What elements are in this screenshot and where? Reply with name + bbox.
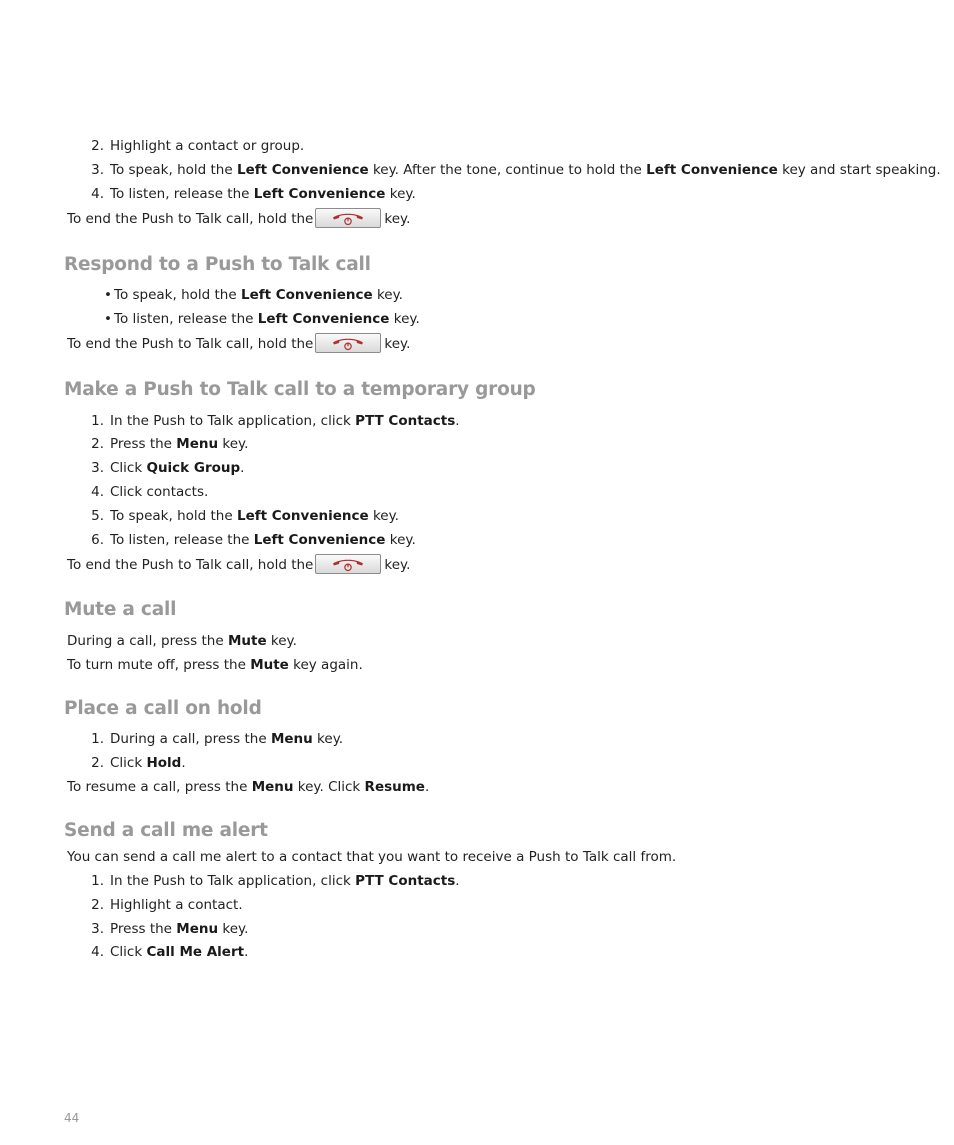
- text-run: key. Click: [293, 779, 365, 795]
- section-heading-alert: Send a call me alert: [64, 820, 268, 841]
- text-run: To resume a call, press the: [67, 779, 252, 795]
- bold-term: Left Convenience: [236, 162, 369, 178]
- end-call-instruction: To end the Push to Talk call, hold the key.: [67, 555, 410, 575]
- text-run: Click: [110, 755, 147, 771]
- paragraph: [67, 778, 429, 796]
- bold-term: Left Convenience: [240, 287, 373, 303]
- section-heading-temp-group: Make a Push to Talk call to a temporary group: [64, 379, 536, 400]
- section-heading-respond: Respond to a Push to Talk call: [64, 254, 371, 275]
- step-item: 2. Highlight a contact or group.: [91, 138, 305, 154]
- text-run: key.: [385, 532, 416, 548]
- bold-term: Left Convenience: [646, 162, 778, 178]
- text-run: .: [244, 944, 249, 960]
- text-run: .: [455, 873, 460, 889]
- bold-term: Menu: [270, 731, 313, 747]
- page-number: 44: [64, 1111, 80, 1125]
- bold-term: Resume: [364, 779, 425, 795]
- step-item: 3. Click Quick Group.: [91, 460, 245, 476]
- text-run: During a call, press the: [110, 731, 271, 747]
- text-run: key. After the tone, continue to hold the: [368, 162, 647, 178]
- text-run: key.: [312, 731, 344, 747]
- text-run: In the Push to Talk application, click: [110, 413, 356, 429]
- text-run: To speak, hold the: [110, 508, 237, 524]
- bold-term: PTT Contacts: [355, 413, 456, 429]
- bold-term: Mute: [227, 633, 267, 649]
- text-run: To turn mute off, press the: [67, 657, 251, 673]
- text-run: Highlight a contact.: [110, 897, 243, 913]
- end-call-key-icon: [315, 554, 381, 574]
- text-run: key.: [389, 311, 420, 327]
- text-run: key again.: [288, 657, 363, 673]
- step-item: 5. To speak, hold the Left Convenience key.: [91, 508, 399, 524]
- bold-term: Menu: [251, 779, 294, 795]
- section-heading-mute: Mute a call: [64, 599, 177, 620]
- bold-term: Mute: [250, 657, 289, 673]
- bold-term: Left Convenience: [257, 311, 390, 327]
- bullet-item: • To listen, release the Left Convenience key.: [104, 311, 420, 327]
- step-item: 6. To listen, release the Left Convenience key.: [91, 532, 416, 548]
- text-run: key.: [368, 508, 399, 524]
- text-run: To listen, release the: [110, 186, 254, 202]
- step-item: 2. Press the Menu key.: [91, 436, 249, 452]
- step-item: 2. Highlight a contact.: [91, 897, 243, 913]
- step-item: 1. During a call, press the Menu key.: [91, 731, 344, 747]
- paragraph: [67, 656, 363, 674]
- text-run: .: [455, 413, 460, 429]
- bold-term: Quick Group: [146, 460, 241, 476]
- step-item: 1. In the Push to Talk application, click PTT Contacts.: [91, 873, 460, 889]
- end-call-key-icon: [315, 208, 381, 228]
- text-run: In the Push to Talk application, click: [110, 873, 356, 889]
- step-item: 1. In the Push to Talk application, click PTT Contacts.: [91, 413, 460, 429]
- text-run: During a call, press the: [67, 633, 228, 649]
- step-item: 4. Click Call Me Alert.: [91, 944, 249, 960]
- text-run: Click: [110, 460, 147, 476]
- text-run: .: [240, 460, 245, 476]
- paragraph: You can send a call me alert to a contact that you want to receive a Push to Talk call from.: [67, 849, 677, 865]
- text-run: .: [424, 779, 430, 795]
- step-item: 4. Click contacts.: [91, 484, 209, 500]
- text-run: To listen, release the: [114, 311, 258, 327]
- bold-term: Menu: [176, 921, 219, 937]
- text-run: Click: [110, 944, 147, 960]
- section-heading-hold: Place a call on hold: [64, 698, 262, 719]
- step-item: 3. Press the Menu key.: [91, 921, 249, 937]
- text-run: key.: [385, 186, 416, 202]
- bold-term: Left Convenience: [253, 186, 386, 202]
- text-run: Press the: [110, 921, 177, 937]
- text-run: key.: [266, 633, 297, 649]
- bold-term: Menu: [176, 436, 219, 452]
- paragraph: [67, 632, 297, 650]
- text-run: key.: [372, 287, 403, 303]
- text-run: To speak, hold the: [114, 287, 241, 303]
- text-run: key and start speaking.: [777, 162, 941, 178]
- text-run: Click contacts.: [110, 484, 209, 500]
- end-call-instruction: To end the Push to Talk call, hold the key.: [67, 209, 410, 229]
- text-run: .: [181, 755, 186, 771]
- bold-term: Left Convenience: [253, 532, 386, 548]
- bold-term: Left Convenience: [236, 508, 369, 524]
- end-call-instruction: To end the Push to Talk call, hold the key.: [67, 334, 410, 354]
- text-run: Press the: [110, 436, 177, 452]
- text-run: To listen, release the: [110, 532, 254, 548]
- step-item: 4. To listen, release the Left Convenience key.: [91, 186, 416, 202]
- text-run: key.: [218, 436, 249, 452]
- bold-term: Hold: [146, 755, 182, 771]
- bold-term: PTT Contacts: [355, 873, 456, 889]
- text-run: Highlight a contact or group.: [110, 138, 305, 154]
- bold-term: Call Me Alert: [146, 944, 245, 960]
- text-run: key.: [218, 921, 249, 937]
- step-item: 3. To speak, hold the Left Convenience key. After the tone, continue to hold the Left Convenience key and start speaking.: [91, 162, 941, 178]
- step-item: 2. Click Hold.: [91, 755, 186, 771]
- bullet-item: • To speak, hold the Left Convenience key.: [104, 287, 403, 303]
- text-run: To speak, hold the: [110, 162, 237, 178]
- end-call-key-icon: [315, 333, 381, 353]
